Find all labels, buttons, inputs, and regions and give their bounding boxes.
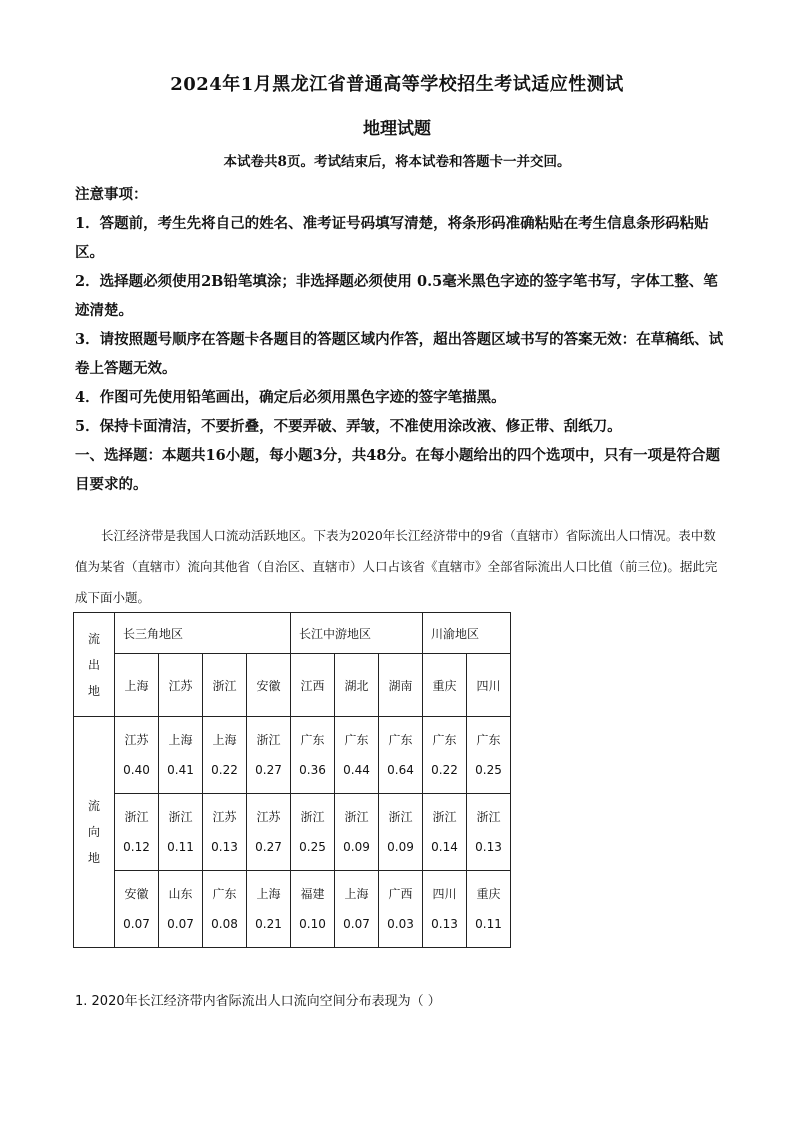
region-header: 长三角地区 (115, 613, 291, 654)
note-item: 2．选择题必须使用2B铅笔填涂；非选择题必须使用 0.5毫米黑色字迹的签字笔书写，字体工整、笔迹清楚。 (75, 273, 718, 319)
section-heading: 一、选择题：本题共16小题，每小题3分，共48分。在每小题给出的四个选项中，只有一项是符合题目要求的。 (75, 447, 720, 493)
province-header: 浙江 (203, 654, 247, 717)
notes-section (75, 180, 725, 499)
province-header: 重庆 (423, 654, 467, 717)
table-cell: 浙江 0.13 (467, 794, 511, 871)
notes-heading: 注意事项： (75, 186, 148, 203)
table-cell: 福建 0.10 (291, 871, 335, 948)
province-header: 安徽 (247, 654, 291, 717)
region-header: 川渝地区 (423, 613, 511, 654)
table-cell: 广东 0.22 (423, 717, 467, 794)
province-header: 上海 (115, 654, 159, 717)
table-cell: 广东 0.08 (203, 871, 247, 948)
table-cell: 广西 0.03 (379, 871, 423, 948)
table-cell: 广东 0.64 (379, 717, 423, 794)
table-cell: 四川 0.13 (423, 871, 467, 948)
question-1: 1. 2020年长江经济带内省际流出人口流向空间分布表现为（ ） (75, 994, 441, 1009)
note-item: 5．保持卡面清洁，不要折叠，不要弄破、弄皱，不准使用涂改液、修正带、刮纸刀。 (75, 418, 622, 435)
migration-table (73, 612, 511, 948)
dest-label: 流向地 (74, 717, 115, 948)
table-cell: 浙江 0.09 (335, 794, 379, 871)
table-cell: 上海 0.21 (247, 871, 291, 948)
note-item: 4．作图可先使用铅笔画出，确定后必须用黑色字迹的签字笔描黑。 (75, 389, 506, 406)
exam-intro: 本试卷共8页。考试结束后，将本试卷和答题卡一并交回。 (223, 154, 571, 170)
table-cell: 浙江 0.14 (423, 794, 467, 871)
table-cell: 上海 0.41 (159, 717, 203, 794)
table-cell: 重庆 0.11 (467, 871, 511, 948)
note-item: 3．请按照题号顺序在答题卡各题目的答题区域内作答，超出答题区域书写的答案无效：在草稿纸、试卷上答题无效。 (75, 331, 724, 377)
table-cell: 安徽 0.07 (115, 871, 159, 948)
table-cell: 山东 0.07 (159, 871, 203, 948)
exam-title: 2024年1月黑龙江省普通高等学校招生考试适应性测试 (170, 74, 624, 95)
table-cell: 浙江 0.11 (159, 794, 203, 871)
origin-label: 流出地 (74, 613, 115, 717)
region-header: 长江中游地区 (291, 613, 423, 654)
table-cell: 广东 0.44 (335, 717, 379, 794)
table-cell: 江苏 0.27 (247, 794, 291, 871)
table-cell: 浙江 0.09 (379, 794, 423, 871)
table-cell: 广东 0.36 (291, 717, 335, 794)
table-cell: 浙江 0.12 (115, 794, 159, 871)
table-cell: 江苏 0.13 (203, 794, 247, 871)
province-header: 江苏 (159, 654, 203, 717)
province-header: 湖南 (379, 654, 423, 717)
province-header: 江西 (291, 654, 335, 717)
province-header: 湖北 (335, 654, 379, 717)
table-cell: 上海 0.07 (335, 871, 379, 948)
table-cell: 广东 0.25 (467, 717, 511, 794)
province-header: 四川 (467, 654, 511, 717)
reading-passage: 长江经济带是我国人口流动活跃地区。下表为2020年长江经济带中的9省（直辖市）省际流出人口情况。表中数值为某省（直辖市）流向其他省（自治区、直辖市）人口占该省《直辖市》全部省际流出人口比值（前三位)。据此完成下面小题。 (75, 528, 718, 605)
note-item: 1．答题前，考生先将自己的姓名、准考证号码填写清楚，将条形码准确粘贴在考生信息条形码粘贴区。 (75, 215, 709, 261)
table-cell: 浙江 0.27 (247, 717, 291, 794)
table-cell: 浙江 0.25 (291, 794, 335, 871)
exam-subject: 地理试题 (363, 119, 431, 139)
table-cell: 江苏 0.40 (115, 717, 159, 794)
table-cell: 上海 0.22 (203, 717, 247, 794)
